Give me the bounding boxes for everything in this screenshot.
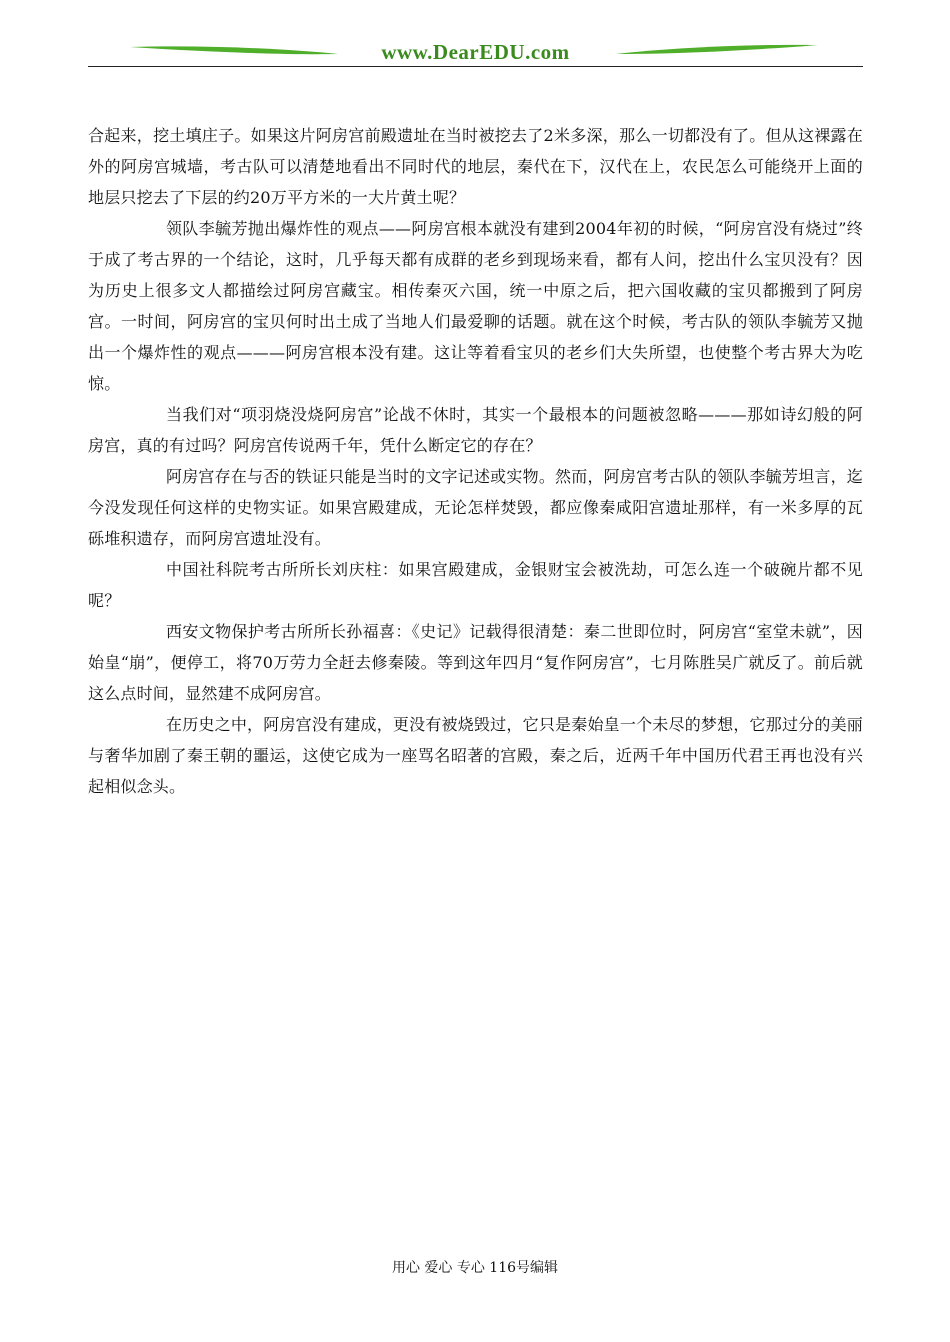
paragraph: 领队李毓芳抛出爆炸性的观点——阿房宫根本就没有建到2004年初的时候，“阿房宫没有烧过”终于成了考古界的一个结论，这时，几乎每天都有成群的老乡到现场来看，都有人问，挖出什么宝贝没有？因为历史上很多文人都描绘过阿房宫藏宝。相传秦灭六国，统一中原之后，把六国收藏的宝贝都搬到了阿房宫。一时间，阿房宫的宝贝何时出土成了当地人们最爱聊的话题。就在这个时候，考古队的领队李毓芳又抛出一个爆炸性的观点———阿房宫根本没有建。这让等着看宝贝的老乡们大失所望，也使整个考古界大为吃惊。 [88, 219, 863, 393]
header-divider [88, 66, 863, 67]
paragraph: 西安文物保护考古所所长孙福喜：《史记》记载得很清楚：秦二世即位时，阿房宫“室堂未就”，因始皇“崩”，便停工，将70万劳力全赶去修秦陵。等到这年四月“复作阿房宫”，七月陈胜吴广就反了。前后就这么点时间，显然建不成阿房宫。 [88, 622, 863, 703]
page-header [88, 36, 863, 70]
paragraph: 在历史之中，阿房宫没有建成，更没有被烧毁过，它只是秦始皇一个未尽的梦想，它那过分的美丽与奢华加剧了秦王朝的噩运，这使它成为一座骂名昭著的宫殿，秦之后，近两千年中国历代君王再也没有兴起相似念头。 [88, 715, 863, 796]
page-footer: 用心 爱心 专心 116号编辑 [391, 1260, 559, 1276]
paragraph: 阿房宫存在与否的铁证只能是当时的文字记述或实物。然而，阿房宫考古队的领队李毓芳坦言，迄今没发现任何这样的史物实证。如果宫殿建成，无论怎样焚毁，都应像秦咸阳宫遗址那样，有一米多厚的瓦砾堆积遗存，而阿房宫遗址没有。 [88, 467, 863, 548]
paragraph: 当我们对“项羽烧没烧阿房宫”论战不休时，其实一个最根本的问题被忽略———那如诗幻般的阿房宫，真的有过吗？阿房宫传说两千年，凭什么断定它的存在？ [88, 405, 863, 455]
article-body [88, 120, 863, 802]
site-logo-text: www.DearEDU.com [381, 40, 570, 64]
paragraph: 合起来，挖土填庄子。如果这片阿房宫前殿遗址在当时被挖去了2米多深，那么一切都没有了。但从这裸露在外的阿房宫城墙，考古队可以清楚地看出不同时代的地层，秦代在下，汉代在上，农民怎么可能绕开上面的地层只挖去了下层的约20万平方米的一大片黄土呢？ [88, 126, 863, 207]
paragraph: 中国社科院考古所所长刘庆柱：如果宫殿建成，金银财宝会被洗劫，可怎么连一个破碗片都不见呢？ [88, 560, 863, 610]
